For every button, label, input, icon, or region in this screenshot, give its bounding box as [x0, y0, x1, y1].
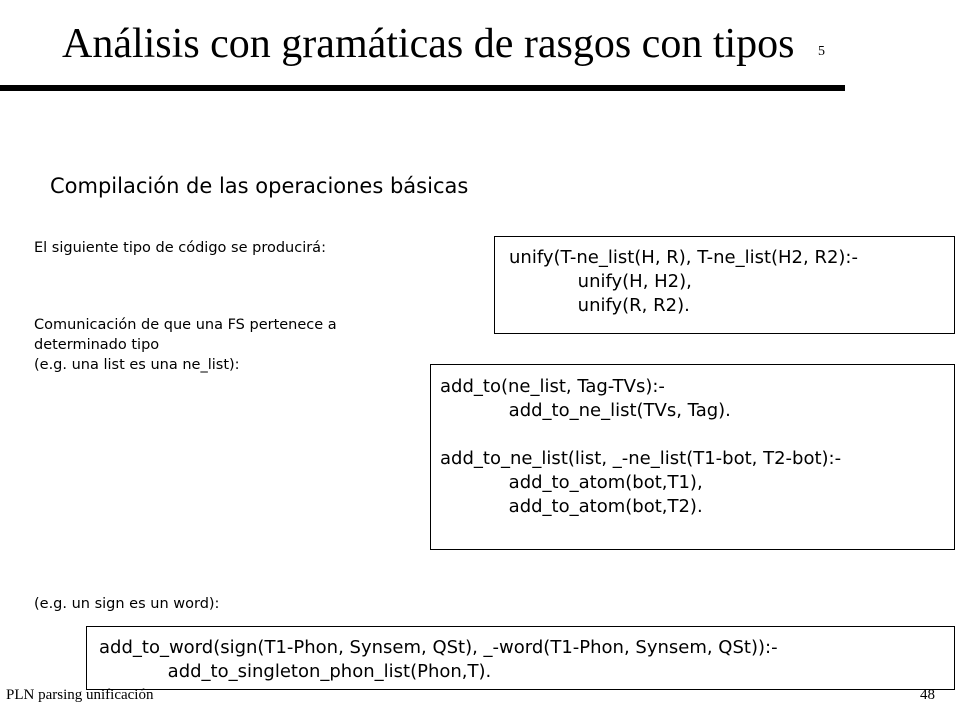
section-subtitle: Compilación de las operaciones básicas	[50, 174, 469, 198]
add-to-code-box	[430, 364, 955, 550]
intro-note: El siguiente tipo de código se producirá:	[34, 240, 326, 256]
page-number: 48	[920, 687, 935, 703]
fs-type-note-line: (e.g. una list es una ne_list):	[34, 357, 240, 373]
unify-code-box	[494, 236, 955, 334]
code-line	[440, 423, 954, 447]
fs-type-note-line: Comunicación de que una FS pertenece a	[34, 317, 337, 333]
sign-word-note: (e.g. un sign es un word):	[34, 596, 220, 612]
slide-title: Análisis con gramáticas de rasgos con tipos	[62, 21, 795, 67]
code-line: unify(T-ne_list(H, R), T-ne_list(H2, R2):-	[509, 247, 858, 268]
footer-course-label: PLN parsing unificación	[6, 687, 154, 703]
code-line: add_to(ne_list, Tag-TVs):-	[440, 376, 665, 397]
code-line: add_to_word(sign(T1-Phon, Synsem, QSt), _-word(T1-Phon, Synsem, QSt)):-	[99, 637, 778, 658]
code-line: unify(H, H2),	[509, 271, 692, 292]
title-underline	[0, 85, 845, 91]
code-line: add_to_atom(bot,T2).	[440, 496, 703, 517]
add-to-word-code-box	[86, 626, 955, 690]
code-line: add_to_ne_list(TVs, Tag).	[440, 400, 731, 421]
code-line: unify(R, R2).	[509, 295, 690, 316]
fs-type-note	[34, 315, 337, 375]
code-line: add_to_atom(bot,T1),	[440, 472, 703, 493]
fs-type-note-line: determinado tipo	[34, 337, 160, 353]
code-line: add_to_ne_list(list, _-ne_list(T1-bot, T2-bot):-	[440, 448, 842, 469]
code-line: add_to_singleton_phon_list(Phon,T).	[99, 661, 492, 682]
title-number: 5	[818, 44, 825, 59]
